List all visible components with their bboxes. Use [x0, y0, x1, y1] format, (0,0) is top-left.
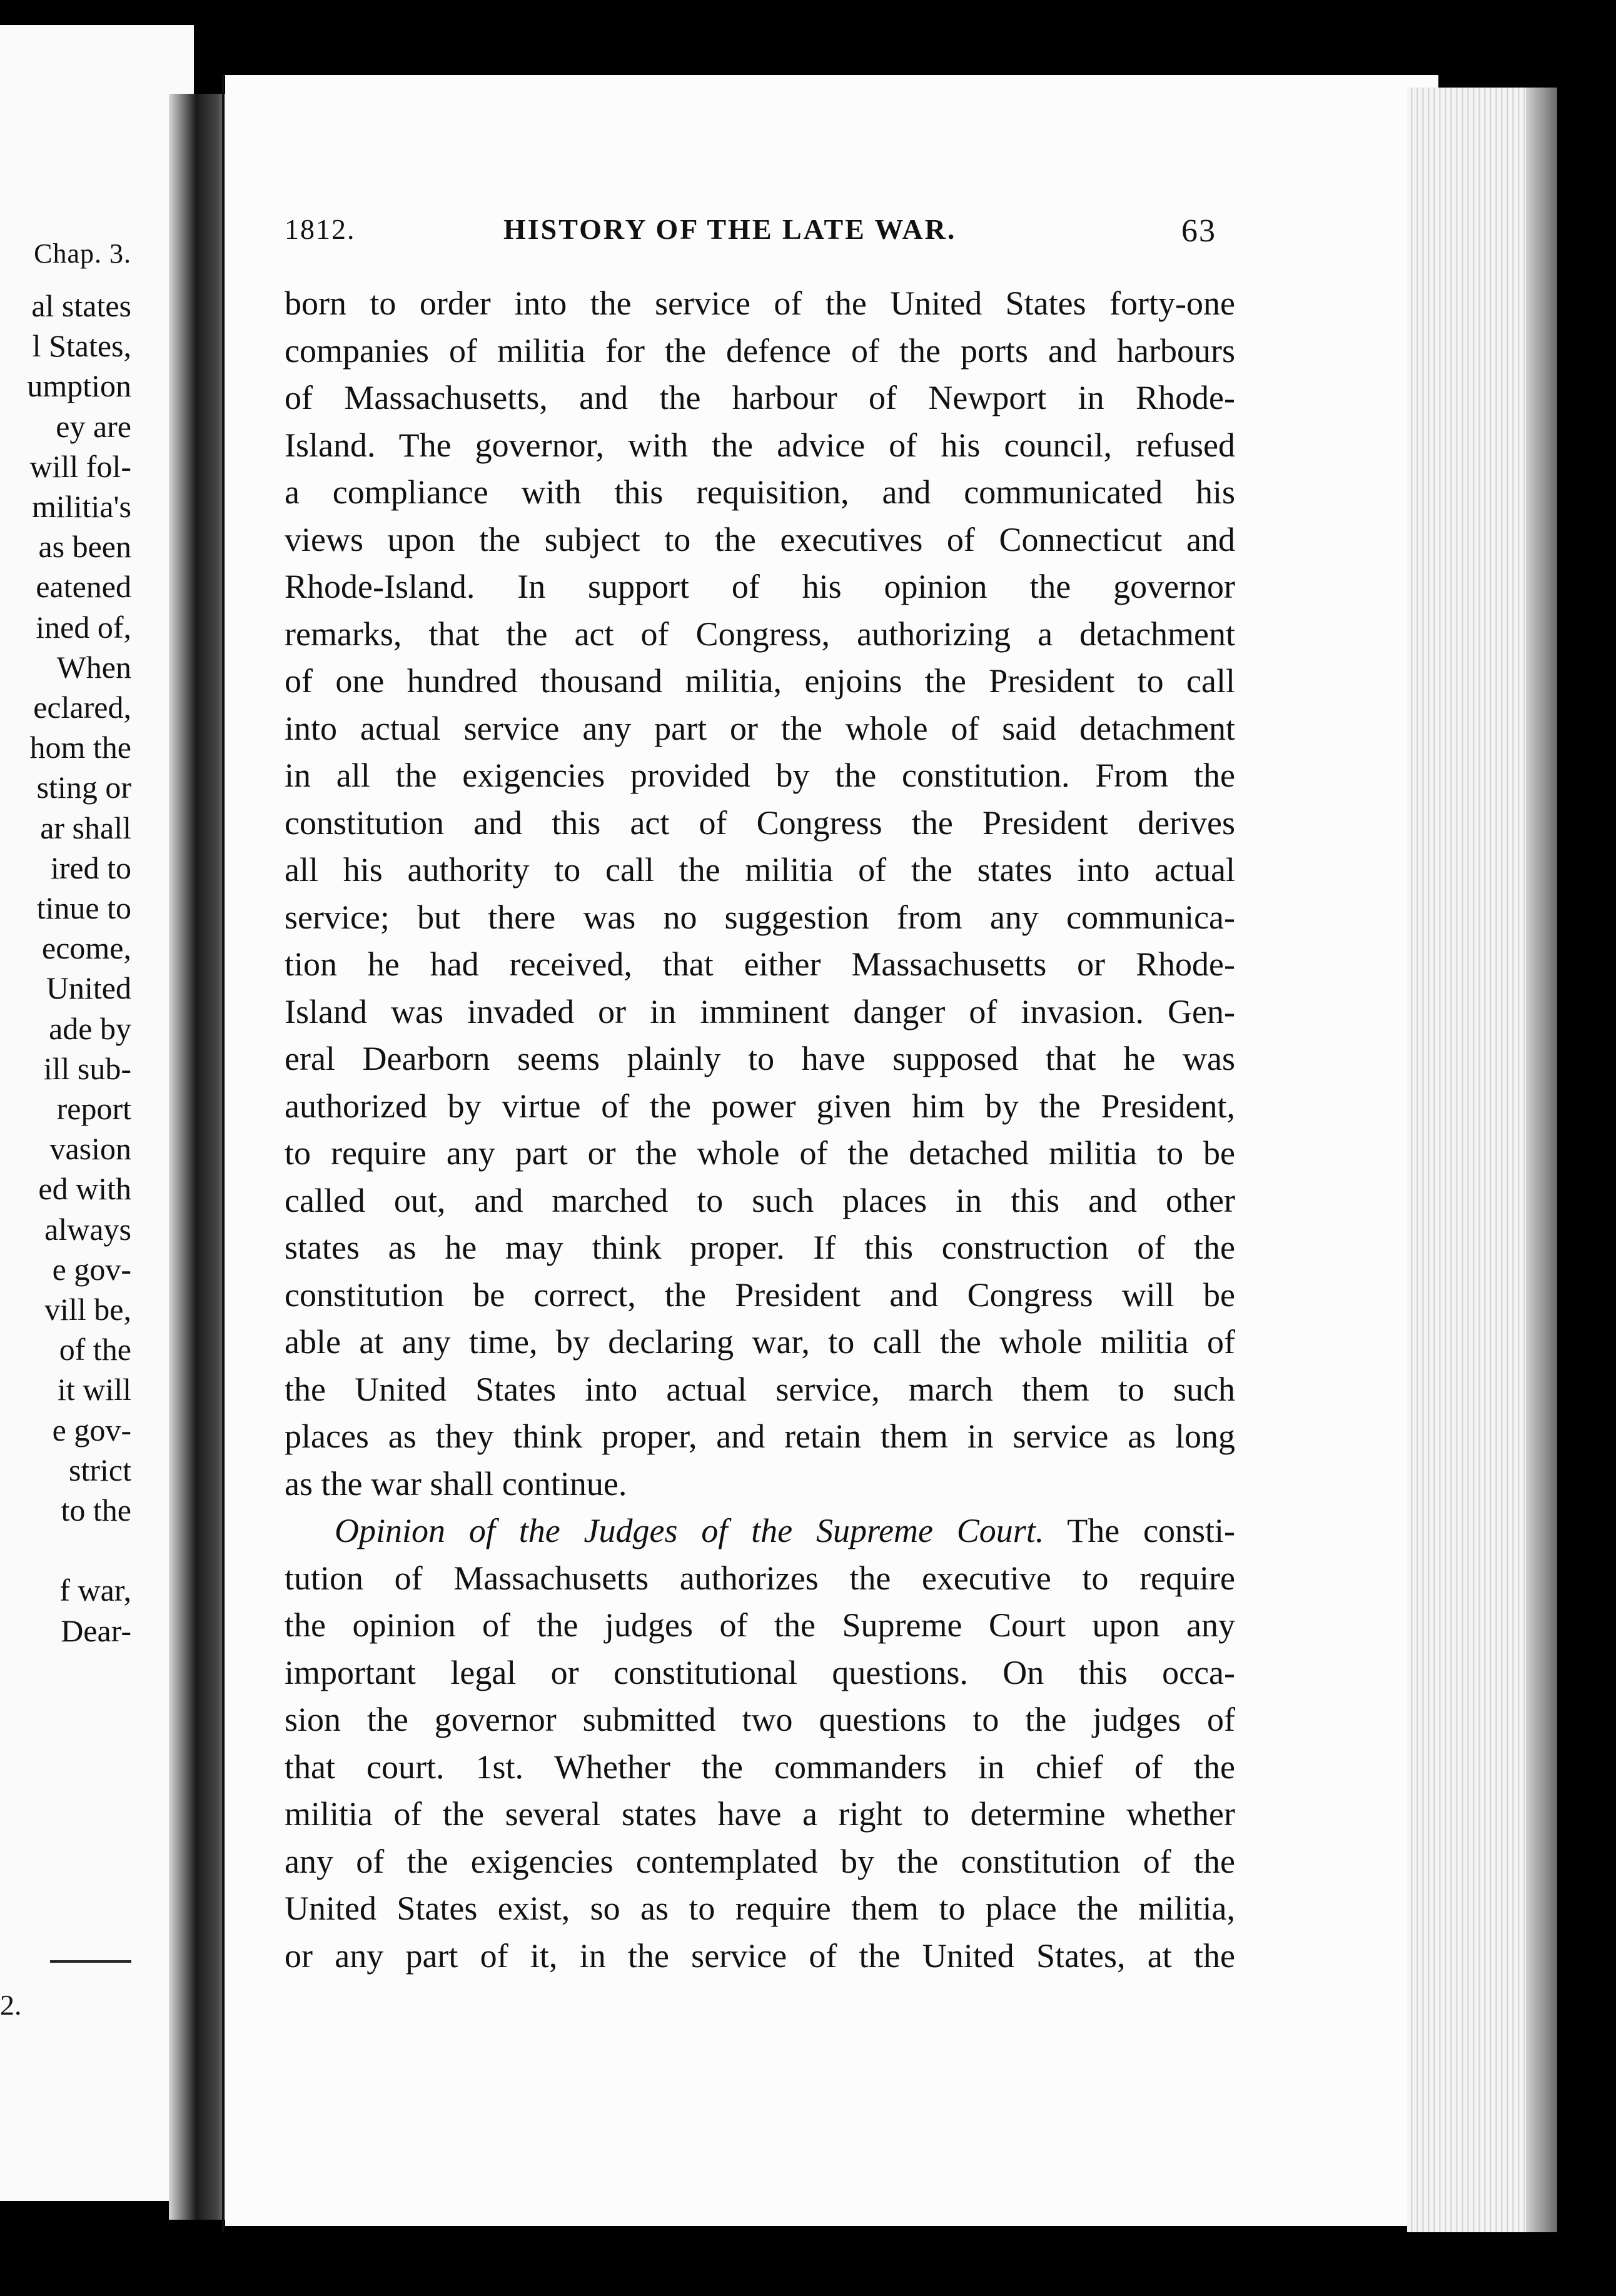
text-line: into actual service any part or the whole of said detachment [285, 709, 1235, 747]
text-line: eral Dearborn seems plainly to have supposed that he was [285, 1040, 1235, 1077]
left-page-line: umption [27, 368, 131, 404]
left-page-line: United [46, 970, 131, 1006]
left-page-line: al states [31, 288, 131, 323]
left-footer-mark: 2. [0, 1989, 22, 2021]
text-line: in all the exigencies provided by the constitution. From the [285, 757, 1235, 794]
left-page-line: ade by [49, 1010, 131, 1046]
text-line: views upon the subject to the executives of Connecticut and [285, 520, 1235, 558]
text-line: constitution be correct, the President and Congress will be [285, 1276, 1235, 1314]
left-page-line: Dear- [61, 1613, 131, 1648]
body-text [285, 280, 1235, 1980]
left-page-line: vasion [49, 1131, 131, 1167]
paragraph-2-first-line-rest: The consti- [1067, 1512, 1235, 1549]
left-page-line: eclared, [33, 690, 131, 725]
text-line: service; but there was no suggestion from any communica- [285, 898, 1235, 936]
text-line: born to order into the service of the United States forty-one [285, 284, 1235, 322]
text-line: of one hundred thousand militia, enjoins the President to call [285, 662, 1235, 700]
text-line: places as they think proper, and retain them in service as long [285, 1417, 1235, 1455]
text-line: as the war shall continue. [285, 1464, 627, 1503]
left-page-line: strict [69, 1452, 131, 1488]
left-page-line: hom the [29, 730, 131, 765]
left-page-line: e gov- [52, 1412, 131, 1448]
left-page-line: ed with [38, 1171, 131, 1207]
left-running-head: Chap. 3. [34, 238, 131, 269]
text-line: sion the governor submitted two questions to the judges of [285, 1701, 1235, 1738]
paragraph-2-lines [285, 1555, 1235, 1980]
left-footnote-rule [50, 1960, 131, 1963]
left-page-line: l States, [32, 328, 131, 364]
text-line: all his authority to call the militia of the states into actual [285, 851, 1235, 889]
left-page-line: to the [61, 1493, 131, 1528]
text-line: constitution and this act of Congress the President derives [285, 803, 1235, 842]
left-page-line: ey are [56, 408, 131, 444]
text-line: to require any part or the whole of the detached militia to be [285, 1134, 1235, 1172]
left-page-line: report [56, 1091, 131, 1126]
running-head-title: HISTORY OF THE LATE WAR. [503, 213, 957, 245]
page-edge-shadow [1526, 88, 1557, 2232]
paragraph-1 [285, 280, 1235, 1508]
text-line: of Massachusetts, and the harbour of Newport in Rhode- [285, 379, 1235, 416]
running-head [285, 213, 1216, 256]
left-page-line: e gov- [52, 1251, 131, 1287]
text-line: the United States into actual service, march them to such [285, 1370, 1235, 1408]
left-page-line: ill sub- [43, 1050, 131, 1086]
left-page-line: ar shall [40, 810, 131, 845]
gutter-line [222, 75, 224, 2232]
left-page-line: always [44, 1211, 131, 1247]
left-page-line: f war, [59, 1573, 131, 1608]
text-line: Rhode-Island. In support of his opinion the governor [285, 568, 1235, 605]
text-line: tion he had received, that either Massachusetts or Rhode- [285, 945, 1235, 983]
text-line: United States exist, so as to require them to place the militia, [285, 1890, 1235, 1927]
text-line: Island. The governor, with the advice of his council, refused [285, 426, 1235, 464]
text-line: or any part of it, in the service of the United States, at the [285, 1936, 1235, 1975]
text-line: states as he may think proper. If this construction of the [285, 1229, 1235, 1266]
running-head-year: 1812. [285, 213, 356, 245]
paragraph-2-first-line [285, 1508, 1235, 1555]
text-line: called out, and marched to such places in this and other [285, 1181, 1235, 1219]
left-page-line: tinue to [36, 890, 131, 925]
page-number: 63 [1181, 213, 1216, 249]
left-page-line: militia's [31, 489, 131, 524]
left-page-line: it will [57, 1372, 131, 1407]
left-page-line: as been [38, 529, 131, 565]
section-heading: Opinion of the Judges of the Supreme Court. [335, 1512, 1044, 1549]
left-page-line: sting or [36, 770, 131, 805]
text-line: companies of militia for the defence of the ports and harbours [285, 331, 1235, 370]
text-line: that court. 1st. Whether the commanders in chief of the [285, 1748, 1235, 1786]
text-line: any of the exigencies contemplated by the constitution of the [285, 1842, 1235, 1880]
text-line: the opinion of the judges of the Supreme Court upon any [285, 1606, 1235, 1644]
paragraph-2 [285, 1508, 1235, 1980]
text-line: a compliance with this requisition, and communicated his [285, 473, 1235, 511]
text-line: able at any time, by declaring war, to call the whole militia of [285, 1323, 1235, 1361]
text-line: authorized by virtue of the power given him by the President, [285, 1087, 1235, 1125]
left-page-line: ined of, [36, 609, 131, 645]
left-page-line: ecome, [42, 930, 131, 966]
left-page-line: vill be, [44, 1292, 131, 1327]
left-page-line: of the [59, 1332, 131, 1367]
text-line: tution of Massachusetts authorizes the executive to require [285, 1559, 1235, 1597]
left-page-line: eatened [36, 569, 131, 605]
left-page [0, 25, 194, 2201]
left-page-line: When [56, 649, 131, 685]
left-page-line: will fol- [29, 448, 131, 484]
text-line: remarks, that the act of Congress, authorizing a detachment [285, 615, 1235, 653]
text-line: militia of the several states have a right to determine whether [285, 1795, 1235, 1833]
text-line: Island was invaded or in imminent danger of invasion. Gen- [285, 992, 1235, 1030]
left-page-line: ired to [50, 850, 131, 885]
text-line: important legal or constitutional questions. On this occa- [285, 1653, 1235, 1691]
